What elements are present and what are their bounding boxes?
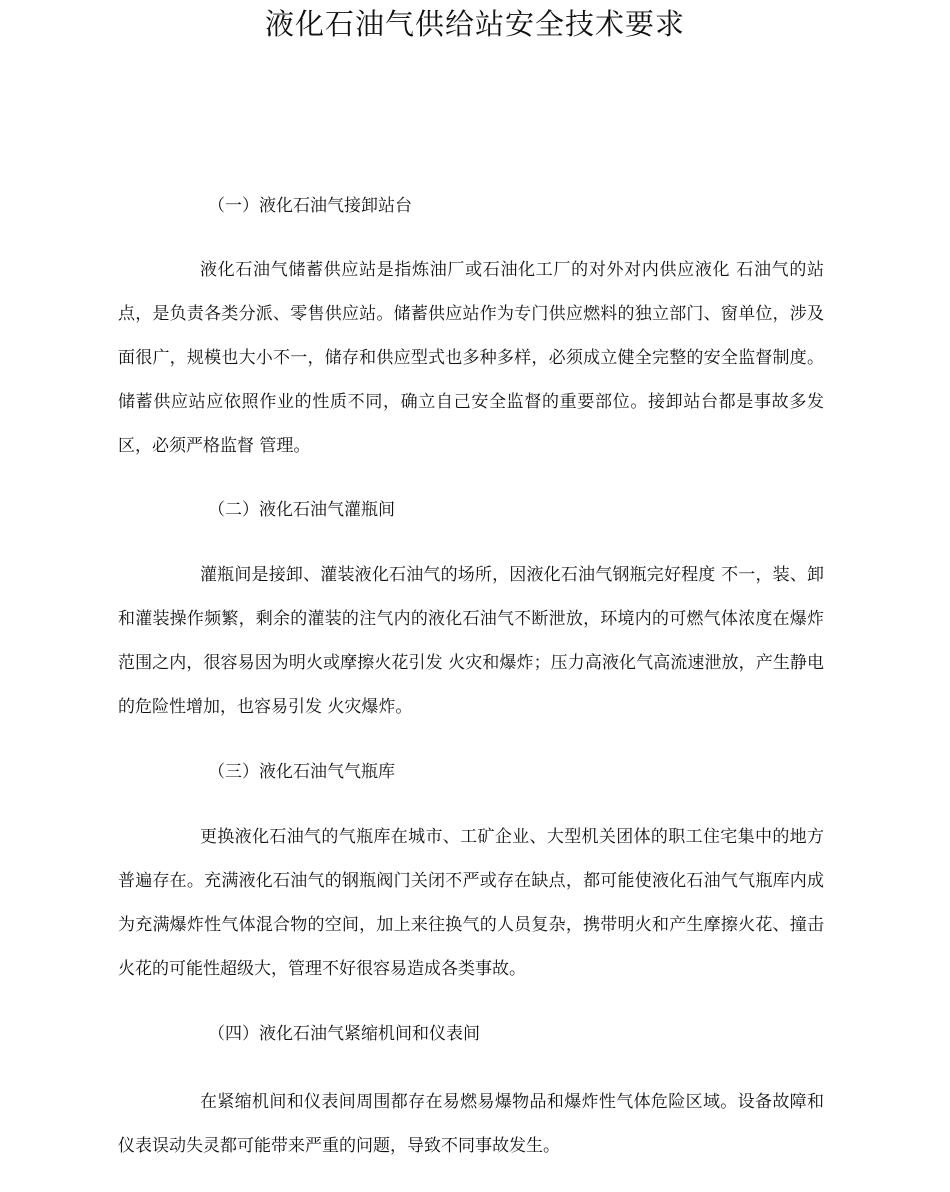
section-heading-1: （一）液化石油气接卸站台 [208, 196, 412, 216]
section-paragraph-2: 灌瓶间是接卸、灌装液化石油气的场所，因液化石油气钢瓶完好程度 不一，装、卸和灌装操作频繁，剩余的灌装的注气内的液化石油气不断泄放，环境内的可燃气体浓度在爆炸范围之内，很容易因为明火或摩擦火花引发 火灾和爆炸；压力高液化气高流速泄放，产生静电的危险性增加，也容易引发 火灾爆炸。 [118, 565, 824, 717]
document-title: 液化石油气供给站安全技术要求 [264, 7, 685, 41]
section-heading-2: （二）液化石油气灌瓶间 [208, 500, 395, 520]
section-paragraph-4: 在紧缩机间和仪表间周围都存在易燃易爆物品和爆炸性气体危险区域。设备故障和仪表误动失灵都可能带来严重的问题，导致不同事故发生。 [118, 1092, 824, 1156]
section-heading-3: （三）液化石油气气瓶库 [208, 762, 395, 782]
section-paragraph-1: 液化石油气储蓄供应站是指炼油厂或石油化工厂的对外对内供应液化 石油气的站点，是负责各类分派、零售供应站。储蓄供应站作为专门供应燃料的独立部门、窗单位，涉及面很广，规模也大小不一，储存和供应型式也多种多样，必须成立健全完整的安全监督制度。储蓄供应站应依照作业的性质不同，确立自己安全监督的重要部位。接卸站台都是事故多发区，必须严格监督 管理。 [118, 260, 824, 456]
section-paragraph-3: 更换液化石油气的气瓶库在城市、工矿企业、大型机关团体的职工住宅集中的地方普遍存在。充满液化石油气的钢瓶阀门关闭不严或存在缺点，都可能使液化石油气气瓶库内成为充满爆炸性气体混合物的空间，加上来往换气的人员复杂，携带明火和产生摩擦火花、撞击火花的可能性超级大，管理不好很容易造成各类事故。 [118, 827, 824, 979]
section-heading-4: （四）液化石油气紧缩机间和仪表间 [208, 1024, 480, 1044]
